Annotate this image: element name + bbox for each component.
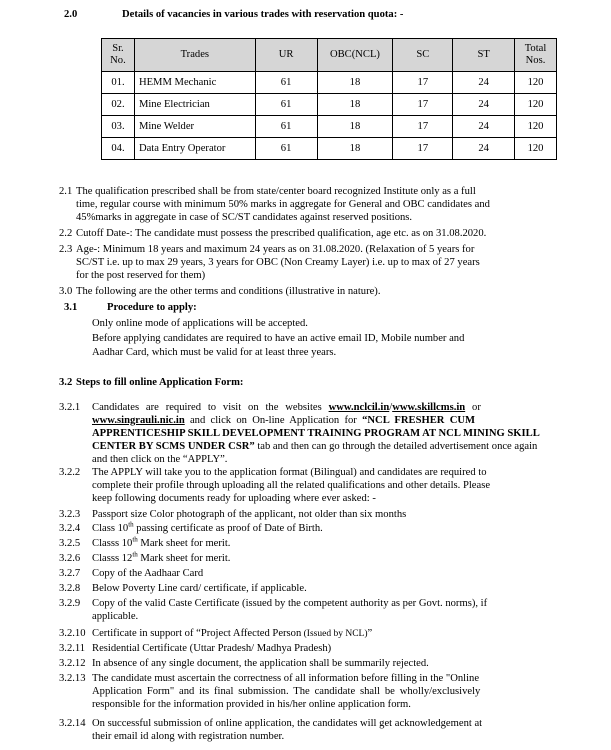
section-heading: Details of vacancies in various trades with reservation quota: -: [122, 9, 404, 20]
link-separator: /: [389, 402, 393, 413]
step-3-2-13-line2: Application Form" and its final submission. The candidate shall be wholly/exclusively: [92, 686, 481, 697]
para-2-3-number: 2.3: [59, 244, 73, 255]
step-3-2-11-number: 3.2.11: [59, 643, 86, 654]
para-2-1-number: 2.1: [59, 186, 73, 197]
step-3-2-14-number: 3.2.14: [59, 718, 86, 729]
cell-ur: 61: [255, 138, 317, 160]
header-st: ST: [453, 39, 515, 72]
cell-trade: Mine Welder: [134, 116, 255, 138]
cell-sc: 17: [393, 116, 453, 138]
step-3-2-10-number: 3.2.10: [59, 628, 86, 639]
step-3-2-7-number: 3.2.7: [59, 568, 81, 579]
step-3-2-11-text: Residential Certificate (Uttar Pradesh/ Madhya Pradesh): [92, 643, 332, 654]
or-text: or: [472, 402, 481, 413]
cell-obc: 18: [317, 116, 393, 138]
para-3-1-line3: Aadhar Card, which must be valid for at least three years.: [92, 347, 337, 358]
para-2-3-line3: for the post reserved for them): [76, 270, 206, 281]
cell-st: 24: [453, 94, 515, 116]
para-2-3-line1: Age-: Minimum 18 years and maximum 24 years as on 31.08.2020. (Relaxation of 5 years for: [76, 244, 475, 255]
para-3-0-number: 3.0: [59, 286, 73, 297]
step-3-2-6-number: 3.2.6: [59, 553, 81, 564]
para-3-2-heading: Steps to fill online Application Form:: [76, 377, 244, 388]
para-3-2-number: 3.2: [59, 377, 73, 388]
section-number: 2.0: [64, 9, 78, 20]
step-3-2-9-line2: applicable.: [92, 611, 139, 622]
cell-sr: 01.: [102, 72, 135, 94]
step-3-2-6-text: Classs 12th Mark sheet for merit.: [92, 550, 231, 564]
cell-trade: Mine Electrician: [134, 94, 255, 116]
website-link-singrauli[interactable]: www.singrauli.nic.in: [92, 415, 185, 426]
header-ur: UR: [255, 39, 317, 72]
step-3-2-5-number: 3.2.5: [59, 538, 81, 549]
step-3-2-3-text: Passport size Color photograph of the applicant, not older than six months: [92, 509, 407, 520]
para-2-2-text: Cutoff Date-: The candidate must possess the prescribed qualification, age etc. as on 31.08.2020.: [76, 228, 487, 239]
cell-obc: 18: [317, 72, 393, 94]
step-3-2-13-number: 3.2.13: [59, 673, 86, 684]
program-name-part2: APPRENTICESHIP SKILL DEVELOPMENT TRAINING PROGRAM AT NCL MINING SKILL: [92, 428, 540, 439]
cell-st: 24: [453, 72, 515, 94]
header-sr-no: Sr. No.: [102, 39, 135, 72]
cell-trade: HEMM Mechanic: [134, 72, 255, 94]
table-row: [102, 94, 557, 116]
step-3-2-9-line1: Copy of the valid Caste Certificate (issued by the competent authority as per Govt. norms), if: [92, 598, 488, 609]
step-3-2-1-line4: [92, 440, 537, 453]
cell-st: 24: [453, 116, 515, 138]
table-row: [102, 72, 557, 94]
cell-trade: Data Entry Operator: [134, 138, 255, 160]
step-3-2-12-text: In absence of any single document, the application shall be summarily rejected.: [92, 658, 429, 669]
cell-total: 120: [515, 116, 557, 138]
step-3-2-1-text: Candidates are required to visit on the websites: [92, 402, 322, 413]
para-3-1-number: 3.1: [64, 302, 78, 313]
website-link-nclcil[interactable]: www.nclcil.in: [328, 402, 390, 413]
cell-ur: 61: [255, 116, 317, 138]
step-3-2-8-number: 3.2.8: [59, 583, 81, 594]
step-3-2-13-line3: responsible for the information provided in his/her online application form.: [92, 699, 411, 710]
step-3-2-5-text: Classs 10th Mark sheet for merit.: [92, 535, 231, 549]
para-3-1-line1: Only online mode of applications will be accepted.: [92, 318, 308, 329]
step-3-2-4-number: 3.2.4: [59, 523, 81, 534]
cell-st: 24: [453, 138, 515, 160]
header-total: Total Nos.: [515, 39, 557, 72]
cell-obc: 18: [317, 138, 393, 160]
cell-total: 120: [515, 72, 557, 94]
cell-sr: 02.: [102, 94, 135, 116]
para-2-1-line2: time, regular course with minimum 50% marks in aggregate for General and OBC candidates and: [76, 199, 490, 210]
header-sc: SC: [393, 39, 453, 72]
cell-sc: 17: [393, 94, 453, 116]
cell-ur: 61: [255, 72, 317, 94]
step-3-2-1-text-b: and click on On-line Application for: [189, 415, 357, 426]
table-row: [102, 138, 557, 160]
step-3-2-2-line1: The APPLY will take you to the application format (Bilingual) and candidates are required to: [92, 467, 487, 478]
step-3-2-10-text: Certificate in support of “Project Affected Person (Issued by NCL)”: [92, 628, 373, 639]
step-3-2-2-number: 3.2.2: [59, 467, 81, 478]
step-3-2-14-line1: On successful submission of online application, the candidates will get acknowledgement at: [92, 718, 483, 729]
step-3-2-8-text: Below Poverty Line card/ certificate, if applicable.: [92, 583, 307, 594]
step-3-2-14-line2: their email id along with registration number.: [92, 731, 285, 742]
table-header-row: [102, 39, 557, 72]
website-link-skillcms[interactable]: www.skillcms.in: [392, 402, 466, 413]
step-3-2-1-line1: [92, 401, 481, 414]
para-3-1-heading: Procedure to apply:: [107, 302, 197, 313]
para-2-2-number: 2.2: [59, 228, 73, 239]
step-3-2-12-number: 3.2.12: [59, 658, 86, 669]
program-name-part3: CENTER BY SCMS UNDER CSR”: [92, 441, 255, 452]
step-3-2-1-number: 3.2.1: [59, 402, 81, 413]
cell-sr: 04.: [102, 138, 135, 160]
step-3-2-13-line1: The candidate must ascertain the correctness of all information before filling in the "Online: [92, 673, 480, 684]
para-3-0-text: The following are the other terms and conditions (illustrative in nature).: [76, 286, 381, 297]
cell-sc: 17: [393, 138, 453, 160]
header-obc: OBC(NCL): [317, 39, 393, 72]
step-3-2-4-text: Class 10th passing certificate as proof of Date of Birth.: [92, 520, 323, 534]
cell-ur: 61: [255, 94, 317, 116]
cell-sr: 03.: [102, 116, 135, 138]
step-3-2-9-number: 3.2.9: [59, 598, 81, 609]
step-3-2-1-line2: [92, 414, 475, 427]
program-name-part1: “NCL FRESHER CUM: [362, 415, 476, 426]
header-trades: Trades: [134, 39, 255, 72]
step-3-2-1-text-c: tab and then can go through the detailed advertisement once again: [257, 441, 538, 452]
step-3-2-7-text: Copy of the Aadhaar Card: [92, 568, 204, 579]
step-3-2-2-line3: keep following documents ready for uploading where ever asked: -: [92, 493, 376, 504]
para-2-3-line2: SC/ST i.e. up to max 29 years, 3 years for OBC (Non Creamy Layer) i.e. up to max of 27 years: [76, 257, 480, 268]
table-row: [102, 116, 557, 138]
para-3-1-line2: Before applying candidates are required to have an active email ID, Mobile number and: [92, 333, 465, 344]
step-3-2-3-number: 3.2.3: [59, 509, 81, 520]
step-3-2-2-line2: complete their profile through uploading all the related qualifications and other details. Please: [92, 480, 491, 491]
para-2-1-line3: 45%marks in aggregate in case of SC/ST candidates against reserved positions.: [76, 212, 413, 223]
para-2-1-line1: The qualification prescribed shall be from state/center board recognized Institute only as a full: [76, 186, 476, 197]
cell-total: 120: [515, 138, 557, 160]
step-3-2-1-line5: and then click on the “APPLY”.: [92, 454, 228, 465]
cell-obc: 18: [317, 94, 393, 116]
cell-total: 120: [515, 94, 557, 116]
vacancy-table: [101, 38, 557, 160]
cell-sc: 17: [393, 72, 453, 94]
